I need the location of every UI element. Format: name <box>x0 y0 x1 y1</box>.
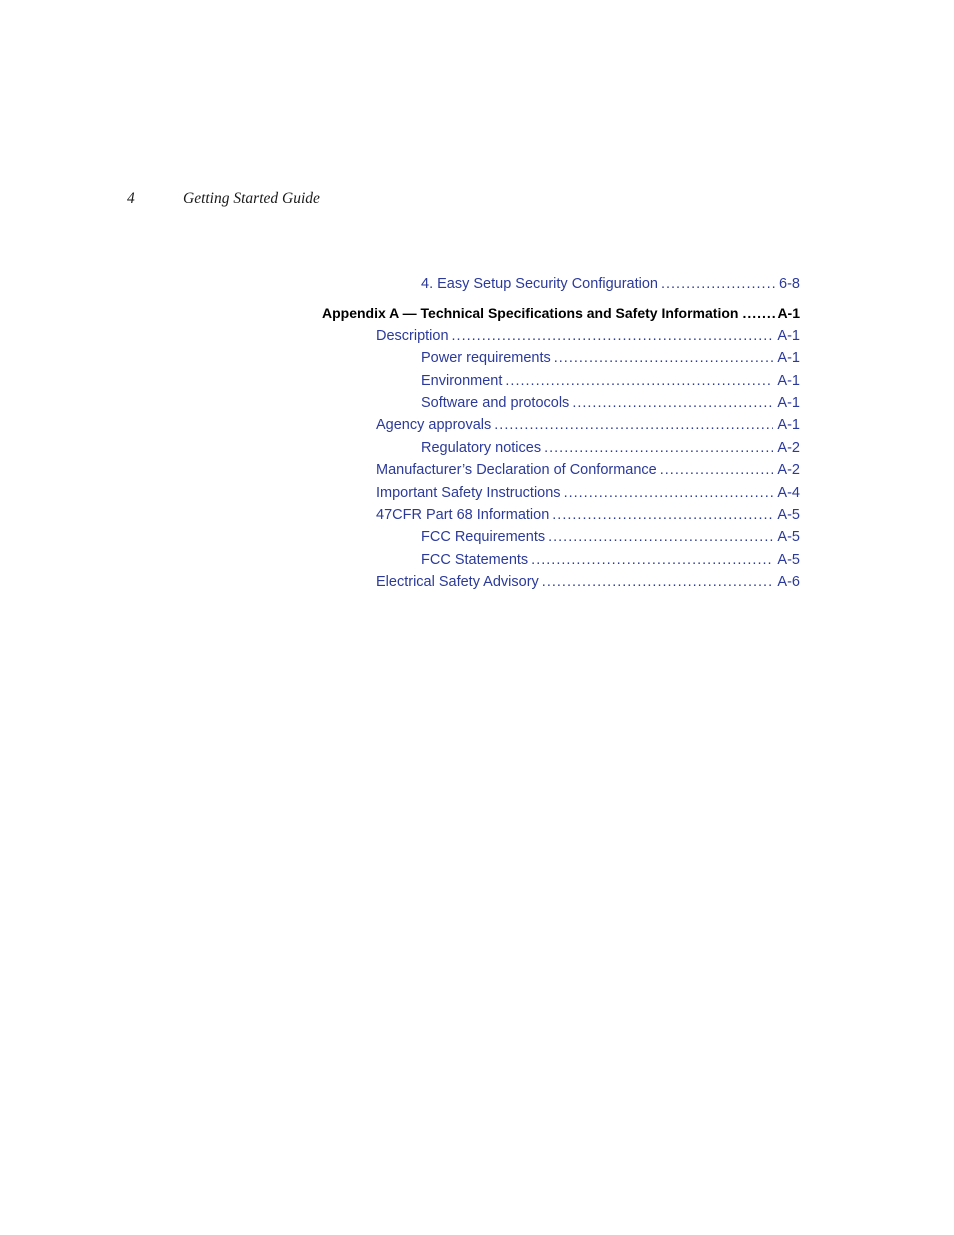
dot-leader <box>660 462 774 478</box>
dot-leader <box>531 552 773 568</box>
toc-entry-page: A-2 <box>777 440 800 456</box>
dot-leader <box>542 574 774 590</box>
document-title: Getting Started Guide <box>183 190 320 207</box>
toc-entry-title: Software and protocols <box>421 395 570 411</box>
toc-entry-agency-approvals[interactable] <box>376 417 800 433</box>
toc-entry-title: Regulatory notices <box>421 440 542 456</box>
toc-entry-page: A-1 <box>777 350 800 366</box>
dot-leader <box>548 529 773 545</box>
toc-entry-description[interactable] <box>376 328 800 344</box>
toc-entry-title: Agency approvals <box>376 417 492 433</box>
dot-leader <box>572 395 773 411</box>
toc-entry-title: Important Safety Instructions <box>376 485 561 501</box>
toc-entry-title: FCC Statements <box>421 552 529 568</box>
dot-leader <box>494 417 773 433</box>
toc-entry-page: A-6 <box>777 574 800 590</box>
toc-entry-important-safety[interactable] <box>376 485 800 501</box>
toc-entry-regulatory-notices[interactable] <box>421 440 800 456</box>
toc-entry-title: 4. Easy Setup Security Configuration <box>421 276 658 292</box>
dot-leader <box>564 485 774 501</box>
dot-leader <box>661 276 775 292</box>
toc-entry-page: 6-8 <box>779 276 800 292</box>
toc-entry-page: A-1 <box>777 373 800 389</box>
toc-entry-title: Electrical Safety Advisory <box>376 574 539 590</box>
toc-entry-fcc-requirements[interactable] <box>421 529 800 545</box>
toc-entry-title: Environment <box>421 373 503 389</box>
toc-entry-title: 47CFR Part 68 Information <box>376 507 550 523</box>
toc-entry-fcc-statements[interactable] <box>421 552 800 568</box>
toc-entry-easy-setup-security[interactable] <box>421 276 800 292</box>
toc-entry-page: A-5 <box>777 552 800 568</box>
toc-entry-page: A-1 <box>777 395 800 411</box>
dot-leader <box>554 350 774 366</box>
toc-entry-page: A-5 <box>777 507 800 523</box>
dot-leader <box>544 440 773 456</box>
toc-entry-appendix-a[interactable] <box>322 305 800 321</box>
toc-entry-page: A-2 <box>777 462 800 478</box>
dot-leader <box>505 373 773 389</box>
toc-entry-title: Description <box>376 328 449 344</box>
toc-entry-page: A-4 <box>777 485 800 501</box>
toc-entry-power-requirements[interactable] <box>421 350 800 366</box>
dot-leader <box>742 305 776 321</box>
toc-entry-page: A-5 <box>777 529 800 545</box>
toc-entry-electrical-safety[interactable] <box>376 574 800 590</box>
toc-entry-title: Manufacturer’s Declaration of Conformance <box>376 462 657 478</box>
toc-entry-page: A-1 <box>777 417 800 433</box>
toc-entry-title: FCC Requirements <box>421 529 546 545</box>
toc-entry-title: Power requirements <box>421 350 551 366</box>
toc-entry-software-protocols[interactable] <box>421 395 800 411</box>
toc-entry-page: A-1 <box>777 328 800 344</box>
toc-entry-title: Appendix A — Technical Specifications and Safety Information <box>322 305 739 321</box>
toc-entry-environment[interactable] <box>421 373 800 389</box>
toc-entry-47cfr-part-68[interactable] <box>376 507 800 523</box>
page-number: 4 <box>127 190 135 207</box>
dot-leader <box>452 328 774 344</box>
toc-entry-page: A-1 <box>777 305 800 321</box>
toc-entry-manufacturers-declaration[interactable] <box>376 462 800 478</box>
dot-leader <box>552 507 773 523</box>
